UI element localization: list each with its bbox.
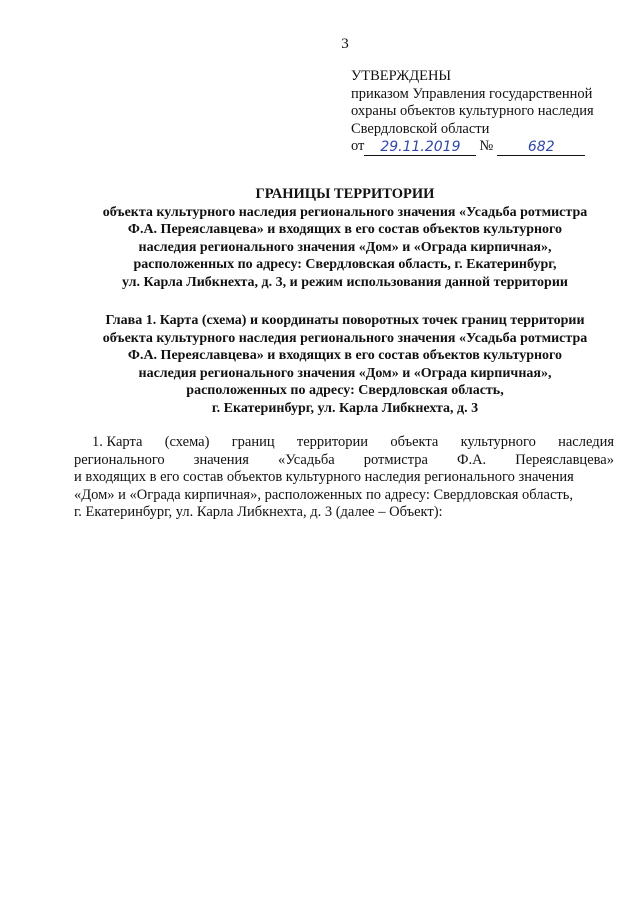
word: «Усадьба (278, 451, 335, 468)
word: регионального (74, 451, 165, 468)
chapter-line: г. Екатеринбург, ул. Карла Либкнехта, д. 3 (211, 400, 479, 416)
chapter-line: Ф.А. Переяславцева» и входящих в его состав объектов культурного (127, 348, 563, 364)
title-line: объекта культурного наследия регионального значения «Усадьба ротмистра (102, 204, 588, 220)
paragraph-line-5: г. Екатеринбург, ул. Карла Либкнехта, д. 3 (далее – Объект): (74, 504, 443, 521)
word: объекта (390, 434, 439, 450)
approval-date-line (351, 138, 626, 156)
handwritten-date: 29.11.2019 (364, 140, 476, 156)
handwritten-number: 682 (497, 140, 585, 156)
page-number: 3 (341, 36, 349, 52)
chapter-line: объекта культурного наследия регионального значения «Усадьба ротмистра (102, 330, 588, 346)
approval-line: охраны объектов культурного наследия (351, 103, 594, 119)
title-line: Ф.А. Переяславцева» и входящих в его состав объектов культурного (127, 222, 563, 238)
approval-stamp (351, 68, 626, 156)
word: (схема) (164, 434, 210, 450)
paragraph-line-4: «Дом» и «Ограда кирпичная», расположенных по адресу: Свердловская область, (74, 486, 573, 503)
word: границ (231, 434, 275, 450)
word: 1. Карта (92, 434, 143, 450)
title-line: ул. Карла Либкнехта, д. 3, и режим использования данной территории (122, 274, 568, 290)
word: ротмистра (363, 451, 428, 468)
title-line: расположенных по адресу: Свердловская область, г. Екатеринбург, (133, 257, 557, 273)
word: Ф.А. (456, 451, 487, 468)
paragraph-line-1 (74, 434, 614, 452)
approval-line: Свердловской области (351, 120, 490, 137)
body-paragraph (74, 434, 614, 522)
approval-line: приказом Управления государственной (351, 85, 593, 102)
approval-heading: УТВЕРЖДЕНЫ (351, 68, 452, 84)
document-title (60, 186, 630, 292)
word: значения (193, 451, 249, 468)
paragraph-line-3: и входящих в его состав объектов культурного наследия регионального значения (74, 469, 574, 486)
title-line: наследия регионального значения «Дом» и «Ограда кирпичная», (138, 239, 552, 255)
chapter-line: наследия регионального значения «Дом» и «Ограда кирпичная», (138, 365, 552, 381)
word: культурного (460, 434, 536, 450)
number-sign: № (479, 138, 494, 154)
paragraph-line-2 (74, 452, 614, 470)
chapter-line: расположенных по адресу: Свердловская область, (186, 383, 504, 399)
word: территории (296, 434, 369, 450)
title-heading: ГРАНИЦЫ ТЕРРИТОРИИ (255, 186, 435, 202)
word: наследия (558, 434, 614, 450)
date-prefix: от (351, 138, 365, 154)
word: Переяславцева» (515, 451, 614, 468)
chapter-line: Глава 1. Карта (схема) и координаты поворотных точек границ территории (105, 313, 585, 328)
chapter-heading (60, 312, 630, 418)
